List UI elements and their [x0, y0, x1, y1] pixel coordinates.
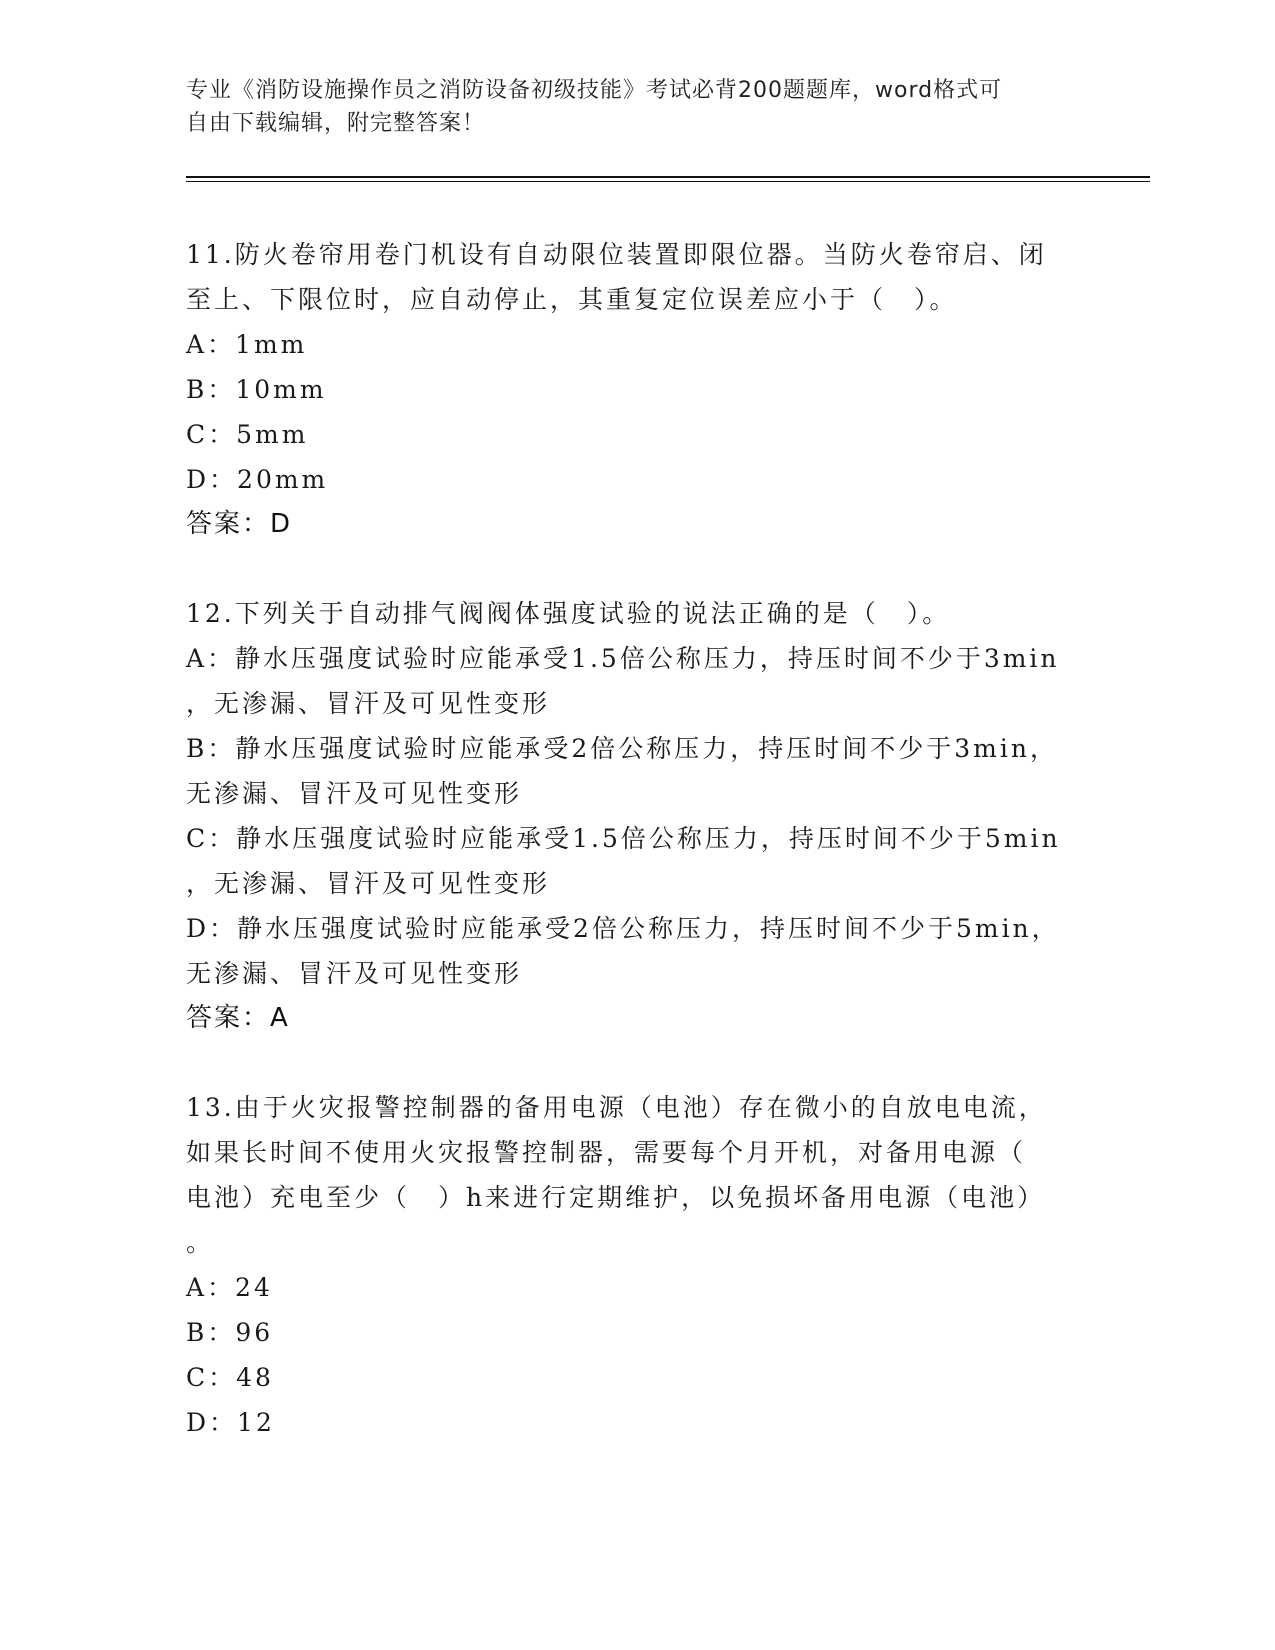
- option-c: C：48: [186, 1363, 274, 1392]
- header-line-2: 自由下载编辑，附完整答案！: [186, 111, 486, 136]
- option-c: C：静水压强度试验时应能承受1.5倍公称压力，持压时间不少于5min: [186, 824, 1061, 853]
- question-text-line: 。: [186, 1228, 215, 1257]
- option-c: C：5mm: [186, 420, 309, 449]
- option-d: D：20mm: [186, 465, 329, 494]
- question-list: [186, 232, 1086, 1489]
- answer-line: 答案：D: [186, 509, 293, 539]
- option-d: D：12: [186, 1408, 275, 1437]
- option-d-continued: 无渗漏、冒汗及可见性变形: [186, 959, 523, 988]
- option-a: A：24: [186, 1273, 273, 1302]
- question-text-line: 13.由于火灾报警控制器的备用电源（电池）存在微小的自放电电流，: [186, 1093, 1047, 1122]
- option-b: B：96: [186, 1318, 274, 1347]
- question-12: [186, 591, 1086, 1041]
- option-b: B：10mm: [186, 375, 327, 404]
- question-text-line: 11.防火卷帘用卷门机设有自动限位装置即限位器。当防火卷帘启、闭: [186, 240, 1047, 269]
- answer-line: 答案：A: [186, 1003, 290, 1033]
- header-divider-thin: [186, 181, 1150, 182]
- question-text-line: 至上、下限位时，应自动停止，其重复定位误差应小于（ ）。: [186, 285, 958, 314]
- question-text-line: 12.下列关于自动排气阀阀体强度试验的说法正确的是（ ）。: [186, 599, 951, 628]
- question-11: [186, 232, 1086, 547]
- question-text-line: 如果长时间不使用火灾报警控制器，需要每个月开机，对备用电源（: [186, 1138, 1027, 1167]
- option-b-continued: 无渗漏、冒汗及可见性变形: [186, 779, 523, 808]
- document-header: [186, 74, 1066, 140]
- header-divider-thick: [186, 176, 1150, 178]
- question-13: [186, 1085, 1086, 1445]
- option-d: D：静水压强度试验时应能承受2倍公称压力，持压时间不少于5min，: [186, 914, 1060, 943]
- option-c-continued: ，无渗漏、冒汗及可见性变形: [186, 869, 551, 898]
- option-a: A：1mm: [186, 330, 308, 359]
- option-a: A：静水压强度试验时应能承受1.5倍公称压力，持压时间不少于3min: [186, 644, 1060, 673]
- option-b: B：静水压强度试验时应能承受2倍公称压力，持压时间不少于3min，: [186, 734, 1058, 763]
- question-text-line: 电池）充电至少（ ）h来进行定期维护，以免损坏备用电源（电池）: [186, 1183, 1046, 1212]
- header-line-1: 专业《消防设施操作员之消防设备初级技能》考试必背200题题库，word格式可: [186, 78, 1003, 103]
- option-a-continued: ，无渗漏、冒汗及可见性变形: [186, 689, 551, 718]
